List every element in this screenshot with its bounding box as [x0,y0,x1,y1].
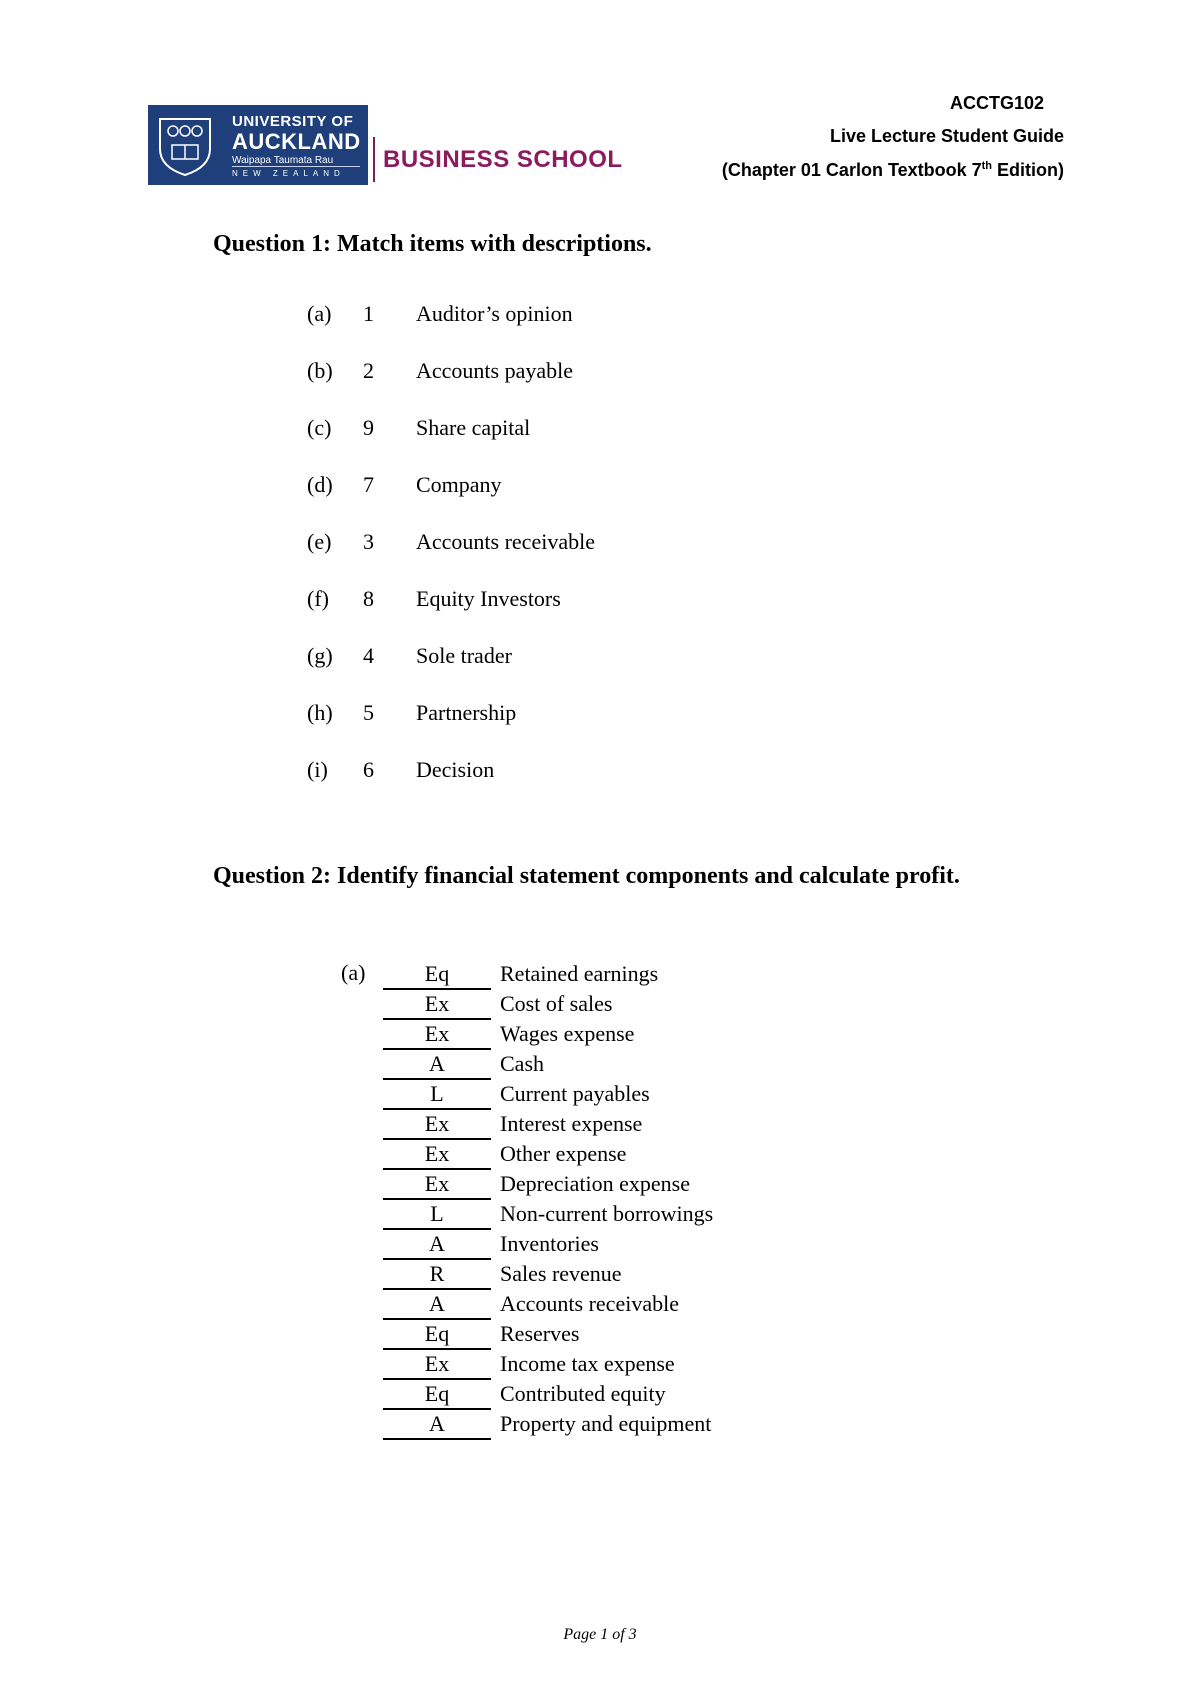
component-code: Eq [383,960,491,990]
component-code: A [383,1410,491,1440]
item-name: Depreciation expense [500,1171,690,1196]
q1-text: Auditor’s opinion [416,301,573,326]
q1-text: Decision [416,757,495,782]
course-code: ACCTG102 [949,93,1044,113]
q1-number: 2 [363,358,374,383]
q1-letter: (d) [307,472,333,497]
component-code: Ex [383,1140,491,1170]
item-name: Interest expense [500,1111,643,1136]
item-name: Cost of sales [500,991,613,1016]
chapter-reference [722,160,1064,181]
chapter-edition: Edition) [992,160,1064,180]
q1-number: 4 [363,643,374,668]
component-code: L [383,1200,491,1230]
logo-divider [373,137,375,182]
q1-letter: (i) [307,757,328,782]
logo-line-new-zealand: NEW ZEALAND [232,169,345,178]
q1-letter: (h) [307,700,333,725]
page-number-footer: Page 1 of 3 [563,1626,637,1643]
logo-line-auckland: AUCKLAND [232,129,361,154]
component-code: A [383,1050,491,1080]
logo-rule [232,166,360,167]
q1-text: Accounts payable [416,358,573,383]
question-2-heading: Question 2: Identify financial statement components and calculate profit. [213,863,960,889]
q1-text: Partnership [416,700,517,725]
item-name: Contributed equity [500,1381,666,1406]
chapter-text: (Chapter 01 Carlon Textbook 7 [721,160,982,180]
q1-letter: (e) [307,529,332,554]
item-name: Current payables [500,1081,650,1106]
component-code: Ex [383,990,491,1020]
component-code: Ex [383,1110,491,1140]
q1-letter: (a) [307,301,332,326]
q1-number: 1 [363,301,374,326]
q1-letter: (f) [307,586,329,611]
q1-number: 9 [363,415,374,440]
q1-number: 7 [363,472,374,497]
item-name: Property and equipment [500,1411,712,1436]
item-name: Other expense [500,1141,627,1166]
item-name: Accounts receivable [500,1291,679,1316]
item-name: Retained earnings [500,961,659,986]
q1-text: Sole trader [416,643,512,668]
logo-line-maori-name: Waipapa Taumata Rau [232,155,334,166]
component-code: Ex [383,1170,491,1200]
item-name: Non-current borrowings [500,1201,714,1226]
q1-text: Company [416,472,502,497]
component-code: A [383,1230,491,1260]
component-code: L [383,1080,491,1110]
item-name: Income tax expense [500,1351,675,1376]
business-school-label: BUSINESS SCHOOL [383,146,623,173]
component-code: Eq [383,1380,491,1410]
item-name: Cash [500,1051,544,1076]
item-name: Inventories [500,1231,599,1256]
q1-number: 5 [363,700,374,725]
logo-line-university-of: UNIVERSITY OF [232,113,354,130]
item-name: Sales revenue [500,1261,622,1286]
q1-text: Share capital [416,415,531,440]
q1-number: 6 [363,757,374,782]
q1-number: 8 [363,586,374,611]
q1-text: Accounts receivable [416,529,595,554]
university-logo [148,105,368,185]
guide-title: Live Lecture Student Guide [829,126,1064,146]
item-name: Wages expense [500,1021,635,1046]
university-crest-icon [156,115,214,177]
q1-letter: (b) [307,358,333,383]
part-a-label: (a) [341,960,366,985]
q1-letter: (c) [307,415,332,440]
component-code: R [383,1260,491,1290]
component-code: A [383,1290,491,1320]
item-name: Reserves [500,1321,580,1346]
q1-text: Equity Investors [416,586,561,611]
q1-letter: (g) [307,643,333,668]
chapter-superscript: th [981,160,993,172]
component-code: Ex [383,1020,491,1050]
q1-number: 3 [363,529,374,554]
component-code: Ex [383,1350,491,1380]
question-1-heading: Question 1: Match items with descriptions. [213,231,652,257]
component-code: Eq [383,1320,491,1350]
